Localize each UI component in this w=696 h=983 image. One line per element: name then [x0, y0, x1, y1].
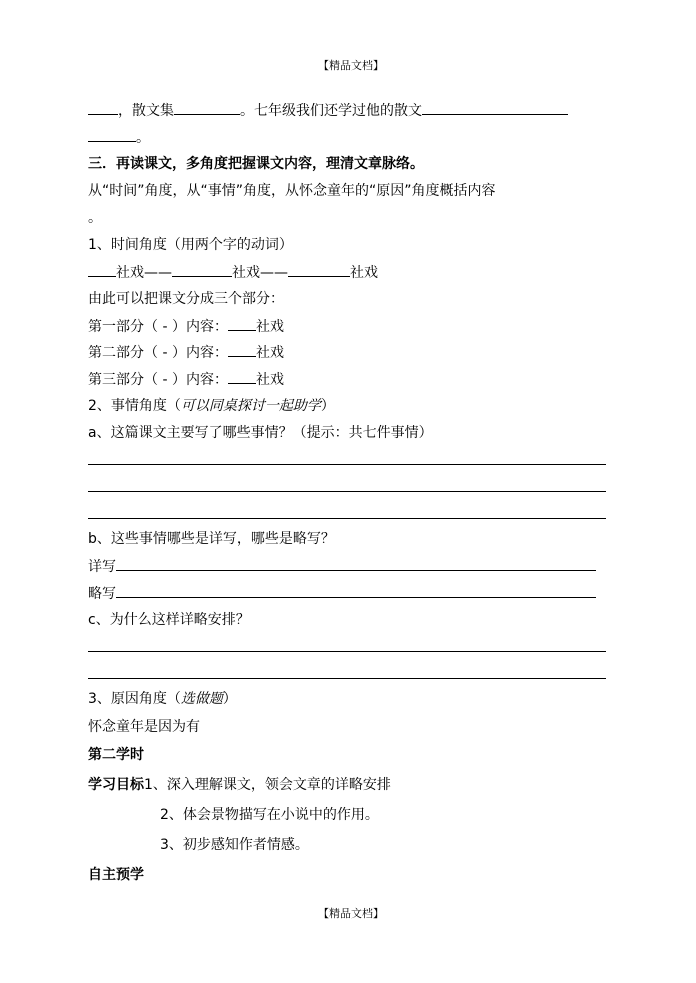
intro-line-2: 。: [88, 210, 102, 226]
goal-item: 1、深入理解课文，领会文章的详略安排: [144, 777, 391, 793]
lesson-2-title: 第二学时: [88, 747, 144, 763]
reason-title-close: ）: [222, 691, 237, 707]
reason-title-italic: 选做题: [180, 691, 223, 707]
part-1: [88, 317, 284, 336]
question-c: c、为什么这样详略安排？: [88, 612, 250, 628]
blank-line-2: [88, 128, 150, 147]
blank: [228, 343, 256, 357]
goals-label: 学习目标: [88, 777, 144, 793]
period: 。: [136, 130, 150, 146]
split-text: 由此可以把课文分成三个部分：: [88, 291, 284, 307]
event-title-italic: 可以同桌探讨一起助学: [180, 398, 321, 414]
blank: [88, 128, 136, 142]
detail-line: [88, 557, 596, 576]
blank: [422, 101, 568, 115]
question-a: a、这篇课文主要写了哪些事情？（提示：共七件事情）: [88, 425, 433, 441]
answer-line: [88, 651, 606, 652]
goal-item-3: 3、初步感知作者情感。: [160, 837, 309, 853]
blank: [174, 101, 240, 115]
intro-line-1: 从“时间”角度，从“事情”角度，从怀念童年的“原因”角度概括内容: [88, 183, 496, 199]
goals-line-1: [88, 776, 391, 794]
brief-line: [88, 584, 596, 603]
blank: [88, 101, 118, 115]
part-suffix: 社戏: [255, 372, 284, 388]
part-2: [88, 343, 284, 362]
page-footer: 【精品文档】: [318, 907, 384, 920]
part-label: 第一部分（ - ）内容：: [88, 319, 228, 335]
blank: [228, 317, 256, 331]
blank: [88, 263, 116, 277]
text-she-xi: 社戏: [232, 265, 260, 281]
answer-line: [88, 464, 606, 465]
detail-label: 详写: [88, 559, 116, 575]
answer-line: [88, 518, 606, 519]
blank: [172, 263, 232, 277]
dash: ——: [144, 265, 172, 281]
text-essay-collection: ，散文集: [118, 103, 174, 119]
text-grade7-essay: 。七年级我们还学过他的散文: [240, 103, 422, 119]
self-study-title: 自主预学: [88, 867, 144, 883]
event-angle-title: [88, 397, 335, 415]
part-label: 第三部分（ - ）内容：: [88, 372, 228, 388]
blank: [116, 584, 596, 598]
part-suffix: 社戏: [255, 319, 284, 335]
text-she-xi: 社戏: [350, 265, 378, 281]
blank: [288, 263, 350, 277]
event-title-text: 2、事情角度（: [88, 398, 181, 414]
blank-line-1: [88, 101, 568, 120]
answer-line: [88, 678, 606, 679]
time-angle-title: 1、时间角度（用两个字的动词）: [88, 237, 293, 253]
blank: [228, 370, 256, 384]
blank: [116, 557, 596, 571]
text-she-xi: 社戏: [116, 265, 144, 281]
reason-angle-title: [88, 690, 237, 708]
part-label: 第二部分（ - ）内容：: [88, 345, 228, 361]
answer-line: [88, 491, 606, 492]
section-3-title: 三．再读课文，多角度把握课文内容，理清文章脉络。: [88, 156, 424, 172]
reason-text: 怀念童年是因为有: [88, 719, 200, 735]
reason-title-text: 3、原因角度（: [88, 691, 181, 707]
page-header: 【精品文档】: [318, 59, 384, 72]
goal-item-2: 2、体会景物描写在小说中的作用。: [160, 807, 379, 823]
dash: ——: [260, 265, 288, 281]
part-3: [88, 370, 284, 389]
event-title-close: ）: [320, 398, 335, 414]
part-suffix: 社戏: [255, 345, 284, 361]
time-fill-line: [88, 263, 378, 282]
brief-label: 略写: [88, 586, 116, 602]
question-b: b、这些事情哪些是详写，哪些是略写？: [88, 531, 335, 547]
